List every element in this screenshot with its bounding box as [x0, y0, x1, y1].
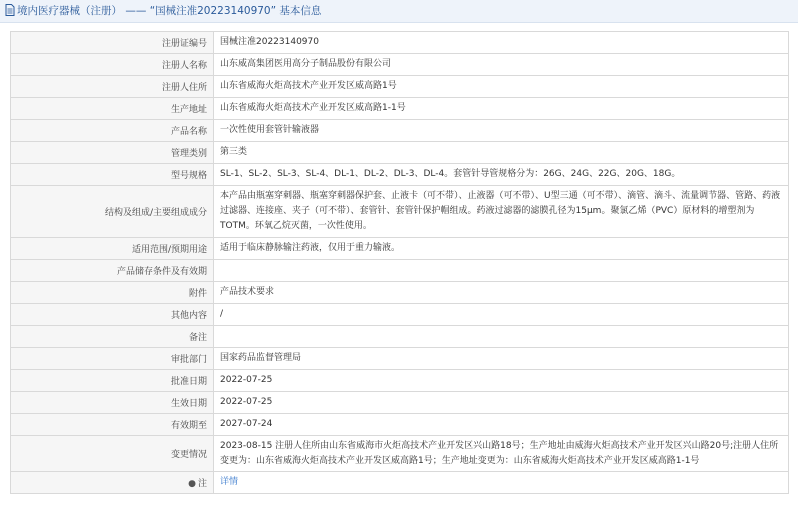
row-label: 其他内容	[11, 304, 214, 326]
info-table-container	[10, 31, 789, 494]
row-label: 产品名称	[11, 120, 214, 142]
row-label: 型号规格	[11, 164, 214, 186]
row-intended-use	[11, 238, 789, 260]
row-value	[214, 472, 789, 494]
row-management-class	[11, 142, 789, 164]
row-value: 一次性使用套管针输液器	[214, 120, 789, 142]
row-value: 国械注准20223140970	[214, 32, 789, 54]
row-value: 2023-08-15 注册人住所由山东省威海市火炬高技术产业开发区兴山路18号；生产地址由威海火炬高技术产业开发区兴山路20号;注册人住所变更为：山东省威海火炬高技术产业开发区威高路1号；生产地址变更为：山东省威海火炬高技术产业开发区威高路1-1号	[214, 436, 789, 472]
row-value	[214, 260, 789, 282]
row-value: SL-1、SL-2、SL-3、SL-4、DL-1、DL-2、DL-3、DL-4。套管针导管规格分为：26G、24G、22G、20G、18G。	[214, 164, 789, 186]
row-label: 备注	[11, 326, 214, 348]
note-label: 注	[197, 479, 207, 489]
row-label: 管理类别	[11, 142, 214, 164]
row-registrant-address	[11, 76, 789, 98]
row-label: 附件	[11, 282, 214, 304]
row-model-spec	[11, 164, 789, 186]
row-other	[11, 304, 789, 326]
row-effective-date	[11, 392, 789, 414]
row-label: 审批部门	[11, 348, 214, 370]
row-remark	[11, 326, 789, 348]
row-structure	[11, 186, 789, 238]
row-label: 注册人名称	[11, 54, 214, 76]
row-value	[214, 326, 789, 348]
row-value: 2027-07-24	[214, 414, 789, 436]
row-production-address	[11, 98, 789, 120]
row-value: 本产品由瓶塞穿刺器、瓶塞穿刺器保护套、止液卡（可不带）、止液器（可不带）、U型三通（可不带）、滴管、滴斗、流量调节器、管路、药液过滤器、连接座、夹子（可不带）、套管针、套管针保护帽组成。药液过滤器的滤膜孔径为15μm。聚氯乙烯（PVC）原材料的增塑剂为TOTM。环氧乙烷灭菌，一次性使用。	[214, 186, 789, 238]
row-label: 变更情况	[11, 436, 214, 472]
row-value: 国家药品监督管理局	[214, 348, 789, 370]
info-table	[10, 31, 789, 494]
row-label	[11, 472, 214, 494]
title-category: 境内医疗器械（注册）	[17, 5, 122, 17]
row-approval-dept	[11, 348, 789, 370]
row-valid-until	[11, 414, 789, 436]
row-changes	[11, 436, 789, 472]
row-storage	[11, 260, 789, 282]
row-value: 山东威高集团医用高分子制品股份有限公司	[214, 54, 789, 76]
page-header	[0, 0, 798, 23]
row-attachment	[11, 282, 789, 304]
row-label: 注册人住所	[11, 76, 214, 98]
row-reg-no	[11, 32, 789, 54]
title-reg-no: “国械注准20223140970”	[149, 5, 277, 17]
row-label: 结构及组成/主要组成成分	[11, 186, 214, 238]
row-value: 第三类	[214, 142, 789, 164]
pin-icon: ●	[188, 479, 196, 489]
row-label: 生产地址	[11, 98, 214, 120]
document-icon	[5, 4, 15, 16]
row-label: 注册证编号	[11, 32, 214, 54]
row-label: 批准日期	[11, 370, 214, 392]
page-title	[17, 3, 321, 18]
row-registrant-name	[11, 54, 789, 76]
row-value: 2022-07-25	[214, 370, 789, 392]
details-link[interactable]: 详情	[220, 477, 239, 487]
row-label: 生效日期	[11, 392, 214, 414]
row-approval-date	[11, 370, 789, 392]
row-product-name	[11, 120, 789, 142]
row-label: 产品储存条件及有效期	[11, 260, 214, 282]
row-label: 有效期至	[11, 414, 214, 436]
row-value: 适用于临床静脉输注药液，仅用于重力输液。	[214, 238, 789, 260]
row-value: 山东省威海火炬高技术产业开发区威高路1-1号	[214, 98, 789, 120]
row-value: 产品技术要求	[214, 282, 789, 304]
row-value: /	[214, 304, 789, 326]
row-note	[11, 472, 789, 494]
row-value: 2022-07-25	[214, 392, 789, 414]
row-value: 山东省威海火炬高技术产业开发区威高路1号	[214, 76, 789, 98]
row-label: 适用范围/预期用途	[11, 238, 214, 260]
title-separator: ——	[125, 5, 147, 17]
title-suffix: 基本信息	[279, 5, 322, 17]
